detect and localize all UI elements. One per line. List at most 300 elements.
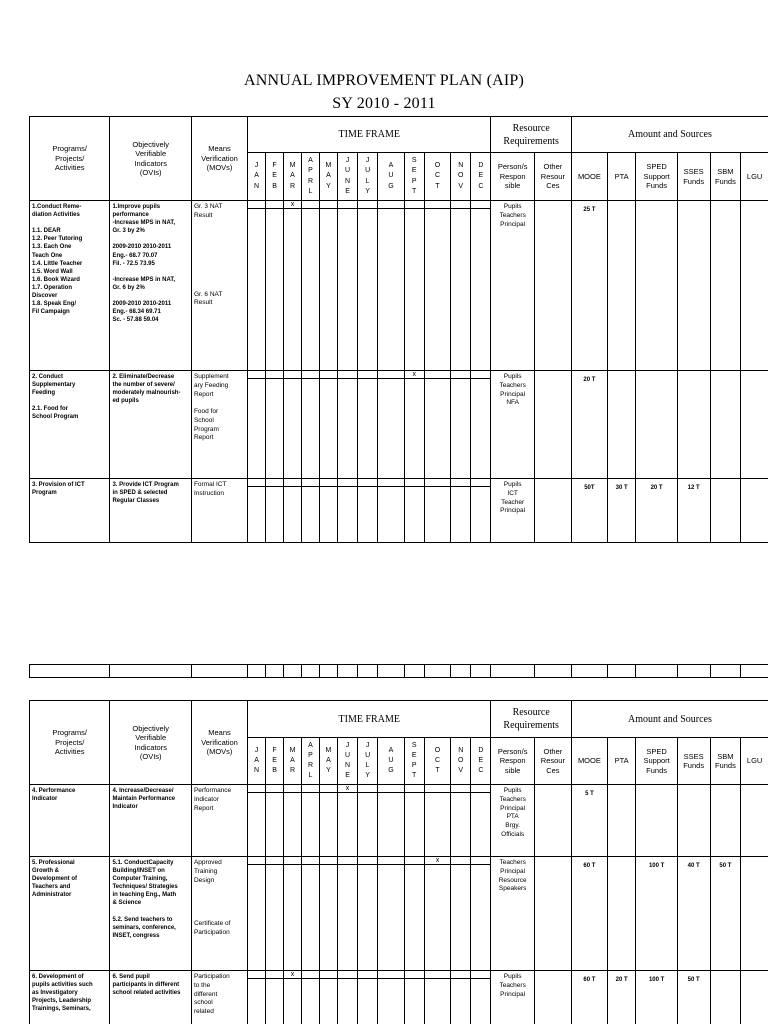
month-x-cell xyxy=(284,785,302,793)
month-x-cell xyxy=(404,201,424,209)
persons-cell: Teachers Principal Resource Speakers xyxy=(491,857,534,971)
month-cell xyxy=(284,979,302,1024)
month-letter: A xyxy=(326,756,331,764)
month-x-cell xyxy=(248,785,266,793)
month-cell xyxy=(451,209,471,371)
month-cell xyxy=(248,793,266,857)
persons-cell: Pupils ICT Teacher Principal xyxy=(491,479,534,543)
header-persons: Person/s Respon sible xyxy=(491,738,534,785)
month-x-cell: x xyxy=(284,971,302,979)
month-letter: U xyxy=(388,172,394,180)
month-x-cell xyxy=(451,785,471,793)
ovi-cell: 4. Increase/Decrease/ Maintain Performance Indicator xyxy=(110,785,192,857)
blank-table-strip xyxy=(29,664,768,678)
month-cell xyxy=(358,979,378,1024)
ovi-cell: 5.1. ConductCapacity Building/INSET on Computer Training, Techniques/ Strategies in teaching Eng., Math & Science 5.2. Send teachers to seminars, conference, INSET, congress xyxy=(110,857,192,971)
month-letter: N xyxy=(254,767,260,775)
sses-amount-cell: 50 T xyxy=(677,971,710,1024)
program-cell: 5. Professional Growth & Development of Teachers and Administrator xyxy=(30,857,110,971)
month-x-cell xyxy=(248,371,266,379)
strip-cell xyxy=(302,665,320,678)
month-letter: A xyxy=(326,172,331,180)
header-month xyxy=(471,738,491,785)
header-programs: Programs/ Projects/ Activities xyxy=(30,701,110,785)
month-x-cell xyxy=(471,201,491,209)
strip-cell xyxy=(30,665,110,678)
header-other: Other Resour Ces xyxy=(534,153,571,201)
month-x-cell xyxy=(378,479,404,487)
header-lgu: LGU xyxy=(741,153,768,201)
header-sbm: SBM Funds xyxy=(710,153,741,201)
month-cell xyxy=(248,209,266,371)
header-month xyxy=(378,153,404,201)
strip-cell xyxy=(677,665,710,678)
aip-table-1 xyxy=(29,116,768,543)
program-cell: 2. Conduct Supplementary Feeding 2.1. Food for School Program xyxy=(30,371,110,479)
month-letter: U xyxy=(344,167,351,175)
mode-amount-cell: 25 T xyxy=(571,201,607,371)
month-letter: L xyxy=(365,177,370,185)
header-month xyxy=(302,153,320,201)
month-letter: O xyxy=(458,756,464,764)
month-cell xyxy=(358,487,378,543)
month-letter: G xyxy=(388,182,394,190)
sbm-amount-cell xyxy=(710,971,741,1024)
month-letter: E xyxy=(272,756,277,764)
month-letter: R xyxy=(307,177,314,185)
month-x-cell xyxy=(404,785,424,793)
month-cell xyxy=(302,979,320,1024)
month-x-cell xyxy=(302,857,320,865)
other-resources-cell xyxy=(534,201,571,371)
header-sped: SPED Support Funds xyxy=(636,738,677,785)
month-letter: E xyxy=(411,751,417,759)
month-x-cell xyxy=(404,857,424,865)
month-cell xyxy=(266,209,284,371)
month-cell xyxy=(471,865,491,971)
month-letter: N xyxy=(458,746,464,754)
month-x-cell xyxy=(319,971,337,979)
sped-amount-cell xyxy=(636,201,677,371)
header-time-frame: TIME FRAME xyxy=(248,117,491,153)
month-x-cell xyxy=(266,201,284,209)
lgu-amount-cell xyxy=(741,857,768,971)
month-cell xyxy=(404,865,424,971)
month-letter: Y xyxy=(326,767,331,775)
header-month xyxy=(337,738,357,785)
month-x-cell xyxy=(248,201,266,209)
month-letter: A xyxy=(388,162,394,170)
month-cell xyxy=(337,379,357,479)
month-cell xyxy=(424,865,450,971)
month-letter: O xyxy=(434,746,441,754)
month-cell xyxy=(302,865,320,971)
month-cell xyxy=(284,865,302,971)
month-letter: C xyxy=(478,767,484,775)
month-x-cell xyxy=(319,785,337,793)
strip-cell xyxy=(571,665,607,678)
mode-amount-cell: 50T xyxy=(571,479,607,543)
strip-cell xyxy=(248,665,266,678)
month-cell xyxy=(424,793,450,857)
ovi-cell: 3. Provide ICT Program in SPED & selected Regular Classes xyxy=(110,479,192,543)
month-letter: U xyxy=(365,751,371,759)
header-sses: SSES Funds xyxy=(677,738,710,785)
month-x-cell xyxy=(451,971,471,979)
ovi-cell: 2. Eliminate/Decrease the number of severe/ moderately malnourish- ed pupils xyxy=(110,371,192,479)
month-letter: B xyxy=(272,767,277,775)
month-cell xyxy=(319,209,337,371)
month-letter: P xyxy=(308,751,313,759)
month-letter: T xyxy=(435,767,440,775)
month-cell xyxy=(378,487,404,543)
sped-amount-cell: 100 T xyxy=(636,971,677,1024)
month-letter: C xyxy=(434,172,440,180)
month-x-cell xyxy=(302,201,320,209)
month-x-cell xyxy=(319,857,337,865)
month-x-cell xyxy=(451,857,471,865)
month-letter: T xyxy=(435,182,440,190)
month-cell xyxy=(471,379,491,479)
lgu-amount-cell xyxy=(741,201,768,371)
mode-amount-cell: 60 T xyxy=(571,857,607,971)
month-letter: A xyxy=(254,756,259,764)
month-x-cell xyxy=(266,785,284,793)
month-letter: V xyxy=(458,767,464,775)
header-resource: Resource Requirements xyxy=(491,701,571,738)
month-x-cell xyxy=(378,201,404,209)
month-letter: N xyxy=(254,182,260,190)
month-x-cell xyxy=(424,201,450,209)
month-cell xyxy=(266,487,284,543)
header-ovi: Objectively Verifiable Indicators (OVIs) xyxy=(110,117,192,201)
pta-amount-cell xyxy=(607,857,636,971)
month-letter: A xyxy=(308,741,313,749)
strip-cell xyxy=(710,665,741,678)
pta-amount-cell xyxy=(607,201,636,371)
month-letter: O xyxy=(434,162,441,170)
month-letter: N xyxy=(344,762,351,769)
month-x-cell xyxy=(471,371,491,379)
month-letter: A xyxy=(254,172,259,180)
month-cell xyxy=(319,487,337,543)
month-cell xyxy=(284,487,302,543)
header-sbm: SBM Funds xyxy=(710,738,741,785)
month-x-cell xyxy=(319,479,337,487)
month-cell xyxy=(337,793,357,857)
month-cell xyxy=(404,209,424,371)
month-letter: E xyxy=(478,756,484,764)
month-letter: G xyxy=(388,767,394,775)
sbm-amount-cell xyxy=(710,371,741,479)
sped-amount-cell: 20 T xyxy=(636,479,677,543)
month-letter: A xyxy=(388,746,394,754)
month-x-cell: x xyxy=(284,201,302,209)
strip-cell xyxy=(320,665,338,678)
month-cell xyxy=(337,487,357,543)
document-subtitle: SY 2010 - 2011 xyxy=(332,95,436,112)
month-letter: Y xyxy=(326,182,331,190)
month-letter: E xyxy=(411,167,417,175)
header-month xyxy=(248,153,266,201)
lgu-amount-cell xyxy=(741,479,768,543)
month-cell xyxy=(266,979,284,1024)
month-cell xyxy=(404,379,424,479)
month-letter: J xyxy=(345,157,350,165)
month-cell xyxy=(451,793,471,857)
pta-amount-cell xyxy=(607,371,636,479)
sses-amount-cell xyxy=(677,371,710,479)
month-x-cell xyxy=(248,971,266,979)
month-letter: N xyxy=(458,162,464,170)
x-marker-row xyxy=(30,971,768,979)
header-month xyxy=(471,153,491,201)
persons-cell: Pupils Teachers Principal NFA xyxy=(491,371,534,479)
month-x-cell xyxy=(471,785,491,793)
month-letter: M xyxy=(325,746,332,754)
month-cell xyxy=(358,793,378,857)
x-marker-row xyxy=(30,201,768,209)
month-cell xyxy=(358,865,378,971)
lgu-amount-cell xyxy=(741,371,768,479)
month-cell xyxy=(248,379,266,479)
month-letter: E xyxy=(345,187,350,195)
month-cell xyxy=(451,487,471,543)
other-resources-cell xyxy=(534,971,571,1024)
lgu-amount-cell xyxy=(741,971,768,1024)
month-letter: J xyxy=(365,157,370,165)
month-x-cell xyxy=(337,857,357,865)
month-letter: O xyxy=(458,172,464,180)
program-cell: 6. Development of pupils activities such as Investigatory Projects, Leadership Trainings, Seminars, xyxy=(30,971,110,1024)
month-x-cell: x xyxy=(424,857,450,865)
x-marker-row xyxy=(30,857,768,865)
header-pta: PTA xyxy=(607,738,636,785)
header-month xyxy=(337,153,357,201)
month-letter: C xyxy=(434,756,440,764)
month-x-cell xyxy=(302,371,320,379)
strip-cell xyxy=(404,665,424,678)
header-time-frame: TIME FRAME xyxy=(248,701,491,738)
month-letter: L xyxy=(308,187,313,195)
program-cell: 3. Provision of ICT Program xyxy=(30,479,110,543)
month-letter: Y xyxy=(365,772,370,780)
strip-cell xyxy=(471,665,491,678)
month-letter: N xyxy=(344,177,351,185)
month-cell xyxy=(266,865,284,971)
ovi-cell: 1.Improve pupils performance -Increase MPS in NAT, Gr. 3 by 2% 2009-2010 2010-2011 Eng.- 68.7 70.07 Fil. - 72.5 73.95 -Increase MPS in NAT, Gr. 6 by 2% 2009-2010 2010-2011 Eng.- 68.34 69.71 Sc. - 57.88 59.04 xyxy=(110,201,192,371)
header-ovi: Objectively Verifiable Indicators (OVIs) xyxy=(110,701,192,785)
sbm-amount-cell: 50 T xyxy=(710,857,741,971)
month-x-cell xyxy=(358,201,378,209)
month-letter: Y xyxy=(365,187,370,195)
month-cell xyxy=(284,793,302,857)
month-letter: M xyxy=(289,746,296,754)
header-other: Other Resour Ces xyxy=(534,738,571,785)
month-x-cell xyxy=(248,479,266,487)
month-x-cell xyxy=(266,479,284,487)
header-resource: Resource Requirements xyxy=(491,117,571,153)
month-cell xyxy=(404,793,424,857)
header-month xyxy=(302,738,320,785)
other-resources-cell xyxy=(534,857,571,971)
month-letter: P xyxy=(308,167,313,175)
month-cell xyxy=(358,379,378,479)
month-x-cell xyxy=(319,201,337,209)
month-cell xyxy=(302,209,320,371)
header-mode: MOOE xyxy=(571,153,607,201)
sses-amount-cell: 40 T xyxy=(677,857,710,971)
month-x-cell: x xyxy=(337,785,357,793)
month-x-cell xyxy=(266,971,284,979)
month-cell xyxy=(404,979,424,1024)
strip-cell xyxy=(266,665,284,678)
header-month xyxy=(284,153,302,201)
month-cell xyxy=(319,793,337,857)
mov-cell: Supplement ary Feeding Report Food for School Program Report xyxy=(191,371,247,479)
header-month xyxy=(266,153,284,201)
month-letter: E xyxy=(272,172,277,180)
header-persons: Person/s Respon sible xyxy=(491,153,534,201)
month-letter: C xyxy=(478,182,484,190)
header-month xyxy=(319,153,337,201)
strip-cell xyxy=(491,665,534,678)
month-x-cell xyxy=(424,785,450,793)
header-month xyxy=(319,738,337,785)
month-letter: B xyxy=(272,182,277,190)
header-pta: PTA xyxy=(607,153,636,201)
other-resources-cell xyxy=(534,371,571,479)
month-letter: R xyxy=(289,767,296,775)
month-letter: S xyxy=(411,741,417,749)
x-marker-row xyxy=(30,479,768,487)
mov-cell: Gr. 3 NAT Result Gr. 6 NAT Result xyxy=(191,201,247,371)
header-month xyxy=(424,153,450,201)
month-cell xyxy=(424,487,450,543)
strip-cell xyxy=(636,665,677,678)
month-x-cell xyxy=(302,971,320,979)
header-month xyxy=(358,153,378,201)
mov-cell: Participation to the different school related xyxy=(191,971,247,1024)
month-x-cell xyxy=(404,971,424,979)
mode-amount-cell: 60 T xyxy=(571,971,607,1024)
month-cell xyxy=(266,379,284,479)
ovi-cell: 6. Send pupil participants in different school related activities xyxy=(110,971,192,1024)
mov-cell: Performance Indicator Report xyxy=(191,785,247,857)
month-x-cell xyxy=(378,971,404,979)
month-cell xyxy=(284,209,302,371)
month-x-cell xyxy=(266,857,284,865)
other-resources-cell xyxy=(534,785,571,857)
strip-cell xyxy=(284,665,302,678)
sses-amount-cell xyxy=(677,785,710,857)
month-x-cell xyxy=(337,201,357,209)
sbm-amount-cell xyxy=(710,479,741,543)
program-cell: 1.Conduct Reme- diation Activities 1.1. DEAR 1.2. Peer Tutoring 1.3. Each One Teach One 1.4. Little Teacher 1.5. Word Wall 1.6. Book Wizard 1.7. Operation Discover 1.8. Speak Eng/ Fil Campaign xyxy=(30,201,110,371)
header-month xyxy=(284,738,302,785)
header-month xyxy=(266,738,284,785)
month-letter: E xyxy=(345,772,350,780)
month-cell xyxy=(302,379,320,479)
month-x-cell xyxy=(471,971,491,979)
header-month xyxy=(451,153,471,201)
month-x-cell xyxy=(424,971,450,979)
month-letter: F xyxy=(272,162,277,170)
month-cell xyxy=(248,979,266,1024)
lgu-amount-cell xyxy=(741,785,768,857)
month-x-cell xyxy=(424,371,450,379)
month-cell xyxy=(337,209,357,371)
header-amount: Amount and Sources xyxy=(571,701,768,738)
header-sses: SSES Funds xyxy=(677,153,710,201)
month-cell xyxy=(266,793,284,857)
month-cell xyxy=(451,379,471,479)
header-month xyxy=(248,738,266,785)
mov-cell: Formal ICT Instruction xyxy=(191,479,247,543)
strip-cell xyxy=(424,665,450,678)
month-cell xyxy=(319,979,337,1024)
month-x-cell xyxy=(378,785,404,793)
program-cell: 4. Performance Indicator xyxy=(30,785,110,857)
month-cell xyxy=(451,865,471,971)
month-x-cell xyxy=(337,971,357,979)
header-mode: MOOE xyxy=(571,738,607,785)
persons-cell: Pupils Teachers Principal xyxy=(491,201,534,371)
strip-cell xyxy=(451,665,471,678)
sbm-amount-cell xyxy=(710,785,741,857)
header-lgu: LGU xyxy=(741,738,768,785)
header-programs: Programs/ Projects/ Activities xyxy=(30,117,110,201)
month-letter: A xyxy=(290,172,295,180)
document-title: ANNUAL IMPROVEMENT PLAN (AIP) xyxy=(243,72,525,89)
strip-cell xyxy=(110,665,192,678)
header-sped: SPED Support Funds xyxy=(636,153,677,201)
month-cell xyxy=(358,209,378,371)
month-letter: R xyxy=(307,762,314,769)
sses-amount-cell: 12 T xyxy=(677,479,710,543)
month-x-cell xyxy=(378,857,404,865)
month-x-cell xyxy=(358,371,378,379)
pta-amount-cell xyxy=(607,785,636,857)
month-letter: M xyxy=(325,162,332,170)
month-x-cell xyxy=(451,371,471,379)
month-cell xyxy=(471,487,491,543)
month-x-cell xyxy=(451,479,471,487)
sped-amount-cell xyxy=(636,371,677,479)
month-x-cell xyxy=(451,201,471,209)
month-cell xyxy=(248,487,266,543)
month-letter: S xyxy=(411,157,417,165)
mode-amount-cell: 20 T xyxy=(571,371,607,479)
month-cell xyxy=(424,979,450,1024)
month-cell xyxy=(302,487,320,543)
month-cell xyxy=(302,793,320,857)
month-cell xyxy=(378,865,404,971)
header-mov: Means Verification (MOVs) xyxy=(191,117,247,201)
month-x-cell xyxy=(302,479,320,487)
header-amount: Amount and Sources xyxy=(571,117,768,153)
month-cell xyxy=(337,865,357,971)
month-letter: P xyxy=(411,177,417,185)
header-month xyxy=(424,738,450,785)
other-resources-cell xyxy=(534,479,571,543)
strip-cell xyxy=(378,665,404,678)
month-cell xyxy=(451,979,471,1024)
month-x-cell xyxy=(358,479,378,487)
month-x-cell xyxy=(248,857,266,865)
month-x-cell: x xyxy=(404,371,424,379)
month-letter: L xyxy=(365,762,370,769)
